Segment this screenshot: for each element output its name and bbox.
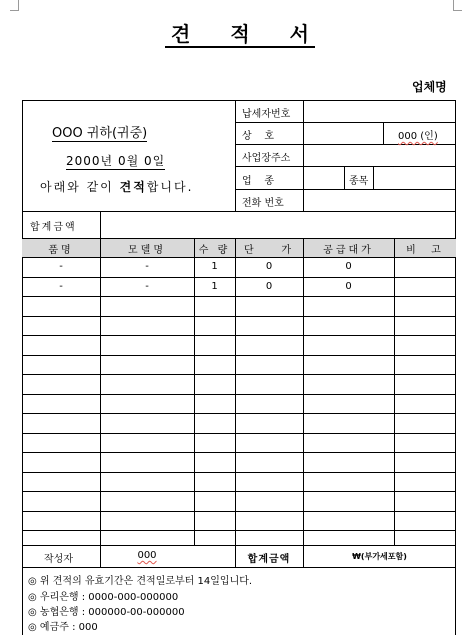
table-rule [22,530,456,531]
table-rule [394,238,395,545]
table-cell: 0 [345,261,352,272]
footer-total-label: 합계금액 [247,554,291,565]
table-rule [22,491,456,492]
name-seal-value: 000 (인) [398,131,438,142]
table-header-cell: 수 량 [198,245,231,256]
name-label: 상 호 [242,131,275,142]
divider [235,100,236,211]
phone-label: 전화 번호 [242,198,284,209]
author-label: 작성자 [44,554,73,565]
table-rule [22,374,456,375]
divider [235,144,456,145]
title-char: 적 [230,21,250,46]
table-rule [22,316,456,317]
greeting [40,178,193,195]
table-rule [22,472,456,473]
table-rule [22,511,456,512]
divider [344,166,345,189]
business-type-label: 업 종 [242,176,275,187]
table-header-cell: 비 고 [406,245,444,256]
total-amount-label: 합계금액 [30,222,77,233]
table-rule [22,296,456,297]
table-rule [22,545,456,546]
divider [235,122,456,123]
note-line: ◎ 우리은행 : 0000-000-000000 [28,592,179,603]
company-name: 업체명 [412,80,447,94]
business-item-label: 종목 [349,176,369,187]
table-header-cell: 단 가 [243,245,295,256]
table-cell: 1 [211,261,218,272]
table-cell: 0 [345,281,352,292]
table-rule [22,433,456,434]
table-rule [22,567,456,568]
greeting-suffix: 합니다. [146,180,194,194]
table-cell: - [145,281,149,292]
divider [373,166,374,189]
document-title [165,18,315,48]
greeting-bold: 견적 [119,180,147,194]
table-rule [22,394,456,395]
table-rule [22,238,456,239]
table-cell: - [145,261,149,272]
note-line: ◎ 예금주 : 000 [28,622,98,633]
divider [303,100,304,211]
footer-total-value: ₩(부가세포함) [352,552,407,561]
table-header-cell: 품명 [48,245,74,256]
table-rule [22,452,456,453]
divider [100,211,101,238]
table-cell: 0 [265,261,273,272]
table-rule [22,257,456,258]
reg-number-label: 납세자번호 [242,109,291,120]
note-line: ◎ 위 견적의 유효기간은 견적일로부터 14일입니다. [28,576,253,587]
table-rule [22,413,456,414]
quote-date: 2000년 0월 0일 [66,154,166,168]
page-corner-mark [10,0,19,11]
table-rule [22,355,456,356]
divider [22,211,456,212]
table-cell: - [59,281,63,292]
address-label: 사업장주소 [242,153,291,164]
divider [383,122,384,144]
table-cell: 0 [265,281,273,292]
table-rule [22,335,456,336]
table-header-cell: 공급대가 [323,245,374,256]
author-value: 000 [137,550,157,561]
recipient: OOO 귀하(귀중) [52,122,147,142]
title-char: 견 [171,21,191,46]
title-char: 서 [289,21,309,46]
greeting-prefix: 아래와 같이 [40,180,114,194]
divider [235,189,456,190]
table-header-cell: 모델명 [128,245,166,256]
table-cell: - [59,261,63,272]
table-cell: 1 [211,281,218,292]
page-corner-mark [453,0,462,11]
divider [235,166,456,167]
note-line: ◎ 농협은행 : 000000-00-000000 [28,607,185,618]
table-rule [22,277,456,278]
